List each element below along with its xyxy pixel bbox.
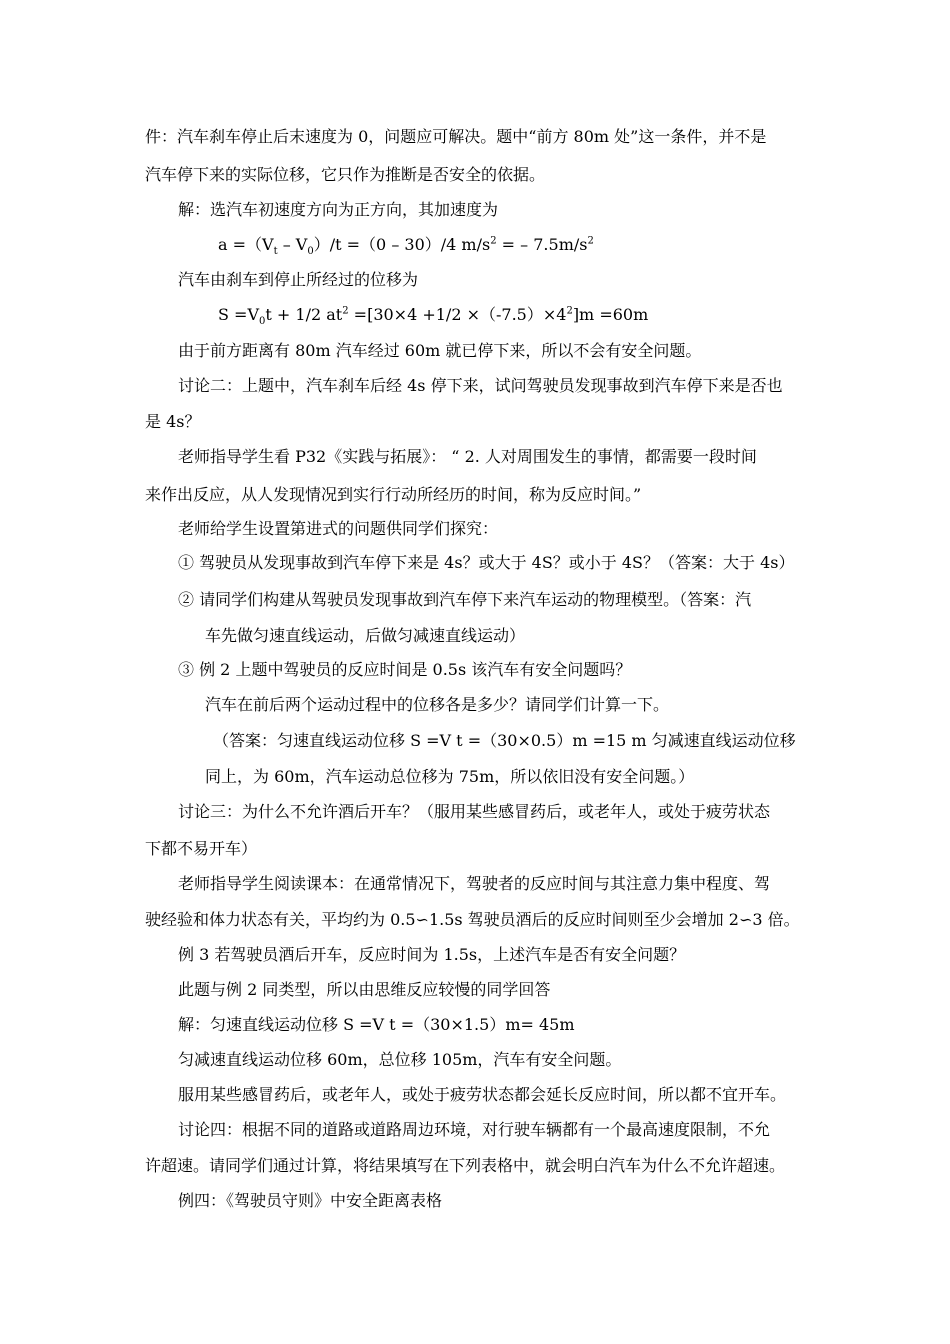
- discussion-line: 讨论二：上题中，汽车刹车后经 4s 停下来，试问驾驶员发现事故到汽车停下来是否也: [178, 376, 783, 395]
- question-item-2: ② 请同学们构建从驾驶员发现事故到汽车停下来汽车运动的物理模型。（答案：汽: [178, 590, 752, 609]
- paragraph-line: 老师指导学生看 P32《实践与拓展》： “ 2. 人对周围发生的事情，都需要一段时间: [178, 447, 757, 466]
- equation-displacement: $S =V_0t + 1/2$ $at^2 =[30\times 4 +1/2 \times(-7.5)\times 4^2]m =60m$: [218, 305, 649, 328]
- paragraph-line: 汽车在前后两个运动过程中的位移各是多少？请同学们计算一下。: [205, 695, 670, 714]
- discussion-line: 是 4s？: [145, 412, 201, 431]
- question-item-3: ③ 例 2 上题中驾驶员的反应时间是 0.5s 该汽车有安全问题吗？: [178, 660, 632, 679]
- paragraph-line: 汽车停下来的实际位移，它只作为推断是否安全的依据。: [145, 165, 546, 184]
- discussion-line: 讨论三：为什么不允许酒后开车？（服用某些感冒药后，或老年人，或处于疲劳状态: [178, 802, 771, 821]
- answer-line: （答案：匀速直线运动位移 S =V t =（30×0.5）m =15 m 匀减速直线运动位移: [213, 731, 796, 750]
- paragraph-line: 汽车由刹车到停止所经过的位移为: [178, 270, 419, 289]
- paragraph-line: 老师指导学生阅读课本：在通常情况下，驾驶者的反应时间与其注意力集中程度、驾: [178, 874, 771, 893]
- question-item-2-cont: 车先做匀速直线运动，后做匀减速直线运动）: [205, 626, 526, 645]
- paragraph-line: 驶经验和体力状态有关，平均约为 0.5∽1.5s 驾驶员酒后的反应时间则至少会增加 2∽3 倍。: [145, 910, 800, 929]
- example-line: 例 3 若驾驶员酒后开车，反应时间为 1.5s，上述汽车是否有安全问题？: [178, 945, 686, 964]
- discussion-line: 许超速。请同学们通过计算，将结果填写在下列表格中，就会明白汽车为什么不允许超速。: [145, 1156, 786, 1175]
- answer-line: 同上，为 60m，汽车运动总位移为 75m，所以依旧没有安全问题。）: [205, 767, 695, 786]
- paragraph-line: 件：汽车刹车停止后末速度为 0，问题应可解决。题中“前方 80m 处”这一条件，并不是: [145, 127, 767, 146]
- solution-line: 解：选汽车初速度方向为正方向，其加速度为: [178, 200, 499, 219]
- paragraph-line: 来作出反应，从人发现情况到实行行动所经历的时间，称为反应时间。”: [145, 485, 642, 504]
- paragraph-line: 此题与例 2 同类型，所以由思维反应较慢的同学回答: [178, 980, 551, 999]
- equation-acceleration: $a =(V_t - V_0)/t =(0 - 30)/4$ $m/s^2$ = – $7.5m/s^2$: [218, 235, 594, 258]
- solution-line: 解：匀速直线运动位移 S =V t =（30×1.5）m= 45m: [178, 1015, 575, 1034]
- paragraph-line: 由于前方距离有 80m 汽车经过 60m 就已停下来，所以不会有安全问题。: [178, 341, 702, 360]
- paragraph-line: 服用某些感冒药后，或老年人，或处于疲劳状态都会延长反应时间，所以都不宜开车。: [178, 1085, 787, 1104]
- solution-line: 匀减速直线运动位移 60m，总位移 105m，汽车有安全问题。: [178, 1050, 622, 1069]
- example-line: 例四：《驾驶员守则》中安全距离表格: [178, 1191, 443, 1210]
- discussion-line: 讨论四：根据不同的道路或道路周边环境，对行驶车辆都有一个最高速度限制，不允: [178, 1120, 771, 1139]
- discussion-line: 下都不易开车）: [145, 839, 258, 858]
- question-item-1: ① 驾驶员从发现事故到汽车停下来是 4s？或大于 4S？或小于 4S？（答案：大于 4s）: [178, 553, 795, 572]
- paragraph-line: 老师给学生设置第进式的问题供同学们探究：: [178, 519, 499, 538]
